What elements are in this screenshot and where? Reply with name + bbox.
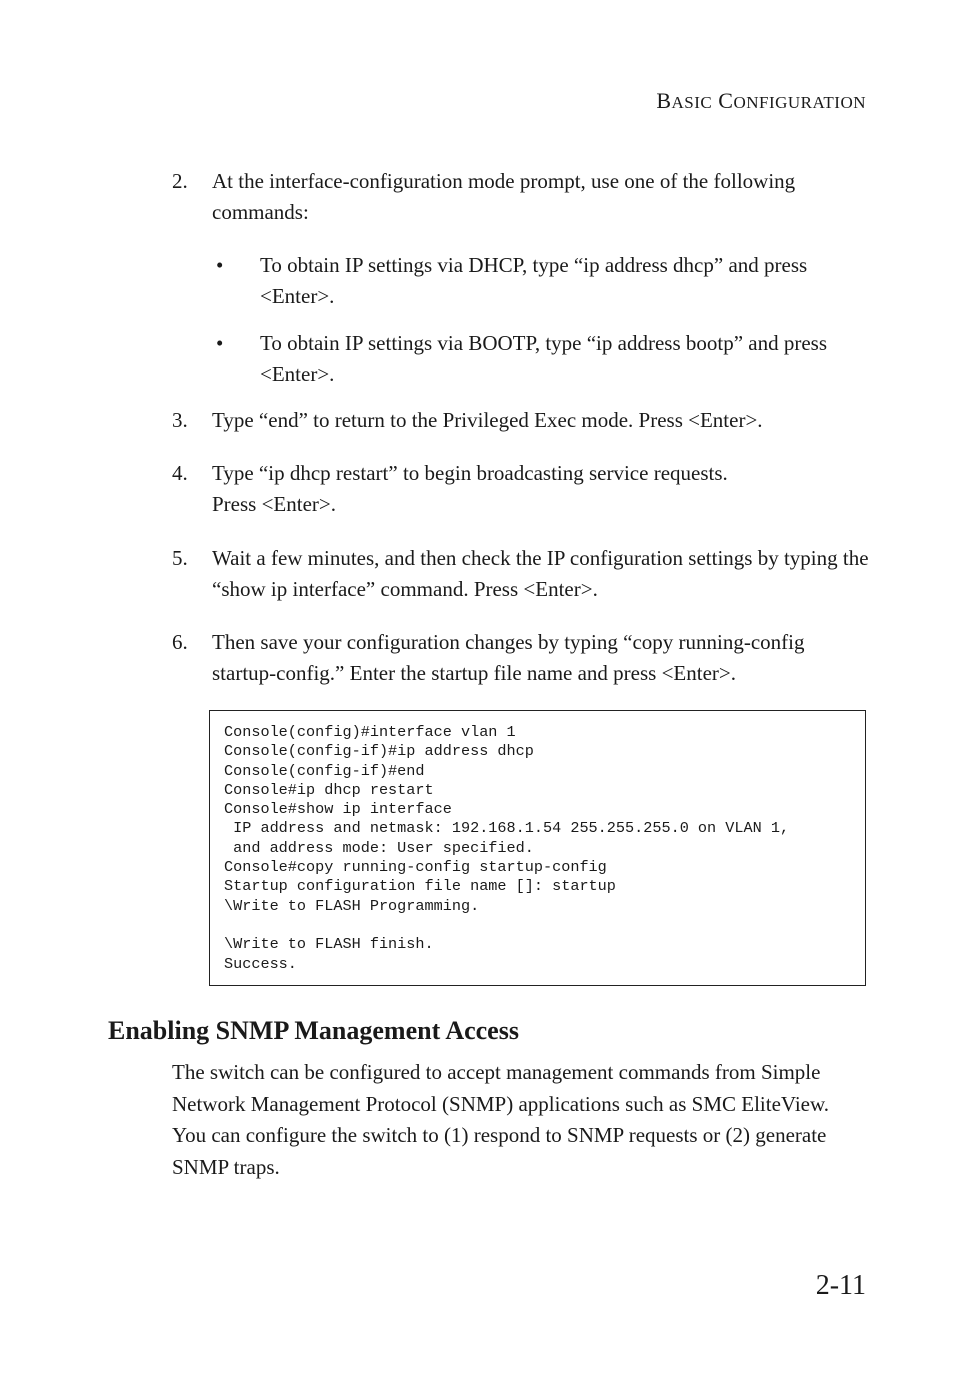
running-head-initial-c: C xyxy=(718,88,734,113)
console-output: Console(config)#interface vlan 1 Console(config-if)#ip address dhcp Console(config-if)#end Console#ip dhcp restart Console#show ip interface IP address and netmask: 192.168.1.54 255.255.255.0 on VLAN 1, and address mode: User specified. Console#copy running-config startup-config Startup configuration file name []: startup \Write to FLASH Programming. \Write to FLASH finish. Success. xyxy=(224,723,790,973)
section-paragraph: The switch can be configured to accept management commands from Simple Network Management Protocol (SNMP) applications such as SMC EliteView. You can configure the switch to (1) respond to SNMP requests or (2) generate SNMP traps. xyxy=(172,1060,830,1179)
running-head xyxy=(656,88,866,114)
step-3 xyxy=(172,405,872,436)
step-text-line-2: Press <Enter>. xyxy=(212,492,337,516)
bullet-bootp xyxy=(216,328,876,390)
bullet-dhcp xyxy=(216,250,876,312)
step-number: 2. xyxy=(172,169,188,193)
bullet-symbol: • xyxy=(216,331,224,355)
step-text: Then save your configuration changes by typing “copy running-config startup-config.” Enter the startup file name and press <Enter>. xyxy=(212,630,805,685)
step-text: At the interface-configuration mode prompt, use one of the following commands: xyxy=(212,169,796,224)
step-number: 5. xyxy=(172,546,188,570)
running-head-initial-b: B xyxy=(656,88,672,113)
step-number: 3. xyxy=(172,408,188,432)
bullet-text: To obtain IP settings via DHCP, type “ip address dhcp” and press <Enter>. xyxy=(260,253,808,308)
console-code-block xyxy=(209,710,866,986)
running-head-word1-rest: ASIC xyxy=(671,93,713,112)
step-number: 4. xyxy=(172,461,188,485)
step-2 xyxy=(172,166,872,228)
step-4 xyxy=(172,458,872,520)
section-heading: Enabling SNMP Management Access xyxy=(108,1016,519,1045)
step-text: Wait a few minutes, and then check the IP configuration settings by typing the “show ip interface” command. Press <Enter>. xyxy=(212,546,869,601)
running-head-word2-rest: ONFIGURATION xyxy=(733,93,866,112)
bullet-symbol: • xyxy=(216,253,224,277)
bullet-text: To obtain IP settings via BOOTP, type “ip address bootp” and press <Enter>. xyxy=(260,331,828,386)
step-5 xyxy=(172,543,872,605)
step-6 xyxy=(172,627,872,689)
step-number: 6. xyxy=(172,630,188,654)
step-text-line-1: Type “ip dhcp restart” to begin broadcasting service requests. xyxy=(212,461,728,485)
page-number: 2-11 xyxy=(815,1270,866,1301)
step-text: Type “end” to return to the Privileged Exec mode. Press <Enter>. xyxy=(212,408,763,432)
